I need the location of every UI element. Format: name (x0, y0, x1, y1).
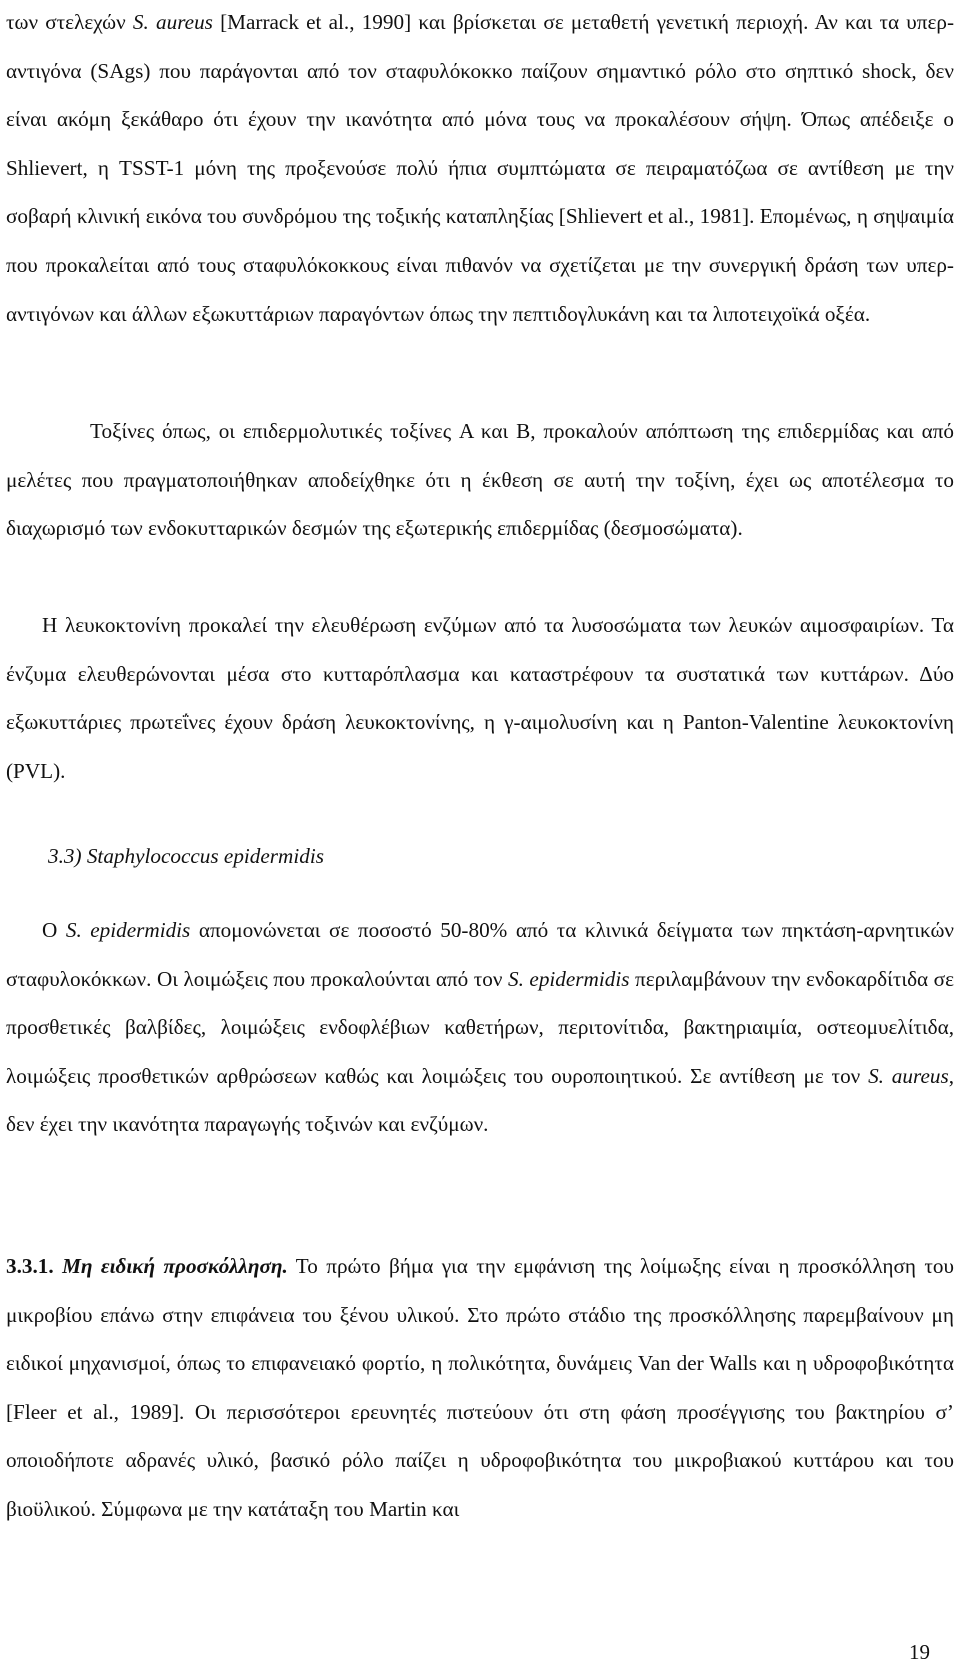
paragraph-toxin-sepsis (6, 0, 954, 338)
paragraph-text: , δεν έχει την ικανότητα παραγωγής τοξινών και ενζύμων. (6, 1063, 954, 1137)
species-name: S. epidermidis (65, 918, 191, 942)
subsection-number: 3.3.1. (6, 1254, 54, 1278)
paragraph-leukocidin: Η λευκοκτονίνη προκαλεί την ελευθέρωση ενζύμων από τα λυσοσώματα των λευκών αιμοσφαιρίων. Τα ένζυμα ελευθερώνονται μέσα στο κυτταρόπλασμα και καταστρέφουν τα συστατικά των κυττάρων. Δύο εξωκυττάριες πρωτεΐνες έχουν δράση λευκοκτονίνης, η γ-αιμολυσίνη και η Panton-Valentine λευκοκτονίνη (PVL). (6, 613, 954, 783)
page-number: 19 (909, 1640, 930, 1664)
subsection-heading: Μη ειδική προσκόλληση. (62, 1254, 288, 1278)
paragraph-text: απομονώνεται σε ποσοστό 50-80% από τα κλινικά δείγματα των πηκτάση-αρνητικών σταφυλοκόκκων. Οι λοιμώξεις που προκαλούνται από τον (6, 918, 954, 991)
paragraph-text: περιλαμβάνουν την ενδοκαρδίτιδα σε προσθετικές βαλβίδες, λοιμώξεις ενδοφλέβιων καθετήρων, περιτονίτιδα, βακτηριαιμία, οστεομυελίτιδα, λοιμώξεις προσθετικών αρθρώσεων καθώς και λοιμώξεις του ουροποιητικού. Σε αντίθεση με τον (6, 966, 955, 1088)
paragraph-text: Ο (42, 918, 66, 942)
paragraph-text: των στελεχών (6, 10, 133, 34)
paragraph-nonspecific-adhesion (6, 1242, 954, 1534)
section-heading: 3.3) Staphylococcus epidermidis (48, 844, 324, 868)
species-name: S. aureus (868, 1063, 949, 1088)
paragraph-epidermidis (6, 906, 954, 1149)
paragraph-text: Το πρώτο βήμα για την εμφάνιση της λοίμωξης είναι η προσκόλληση του μικροβίου επάνω στην επιφάνεια του ξένου υλικού. Στο πρώτο στάδιο της προσκόλλησης παρεμβαίνουν μη ειδικοί μηχανισμοί, όπως το επιφανειακό φορτίο, η πολικότητα, δυνάμεις Van der Walls και η υδροφοβικότητα [Fleer et al., 1989]. Οι περισσότεροι ερευνητές πιστεύουν ότι στη φάση προσέγγισης του βακτηρίου σ’ οποιοδήποτε αδρανές υλικό, βασικό ρόλο παίζει η υδροφοβικότητα του μικροβιακού κυττάρου και του βιοϋλικού. Σύμφωνα με την κατάταξη του Martin και (6, 1254, 954, 1521)
species-name: S. epidermidis (508, 966, 630, 991)
species-name: S. aureus (132, 10, 213, 34)
paragraph-exfoliative-toxins: Τοξίνες όπως, οι επιδερμολυτικές τοξίνες A και B, προκαλούν απόπτωση της επιδερμίδας και από μελέτες που πραγματοποιήθηκαν αποδείχθηκε ότι η έκθεση σε αυτή την τοξίνη, έχει ως αποτέλεσμα το διαχωρισμό των ενδοκυτταρικών δεσμών της εξωτερικής επιδερμίδας (δεσμοσώματα). (6, 419, 954, 541)
paragraph-text: [Marrack et al., 1990] και βρίσκεται σε μεταθετή γενετική περιοχή. Αν και τα υπερ-αντιγόνα (SAgs) που παράγονται από τον σταφυλόκοκκο παίζουν σημαντικό ρόλο στο σηπτικό shock, δεν είναι ακόμη ξεκάθαρο ότι έχουν την ικανότητα από μόνα τους να προκαλέσουν σήψη. Όπως απέδειξε ο Shlievert, η TSST-1 μόνη της προξενούσε πολύ ήπια συμπτώματα σε πειραματόζωα σε αντίθεση με την σοβαρή κλινική εικόνα του συνδρόμου της τοξικής καταπληξίας [Shlievert et al., 1981]. Επομένως, η σηψαιμία που προκαλείται από τους σταφυλόκοκκους είναι πιθανόν να σχετίζεται με την συνεργική δράση των υπερ-αντιγόνων και άλλων εξωκυττάριων παραγόντων όπως την πεπτιδογλυκάνη και τα λιποτειχοϊκά οξέα. (6, 10, 954, 326)
